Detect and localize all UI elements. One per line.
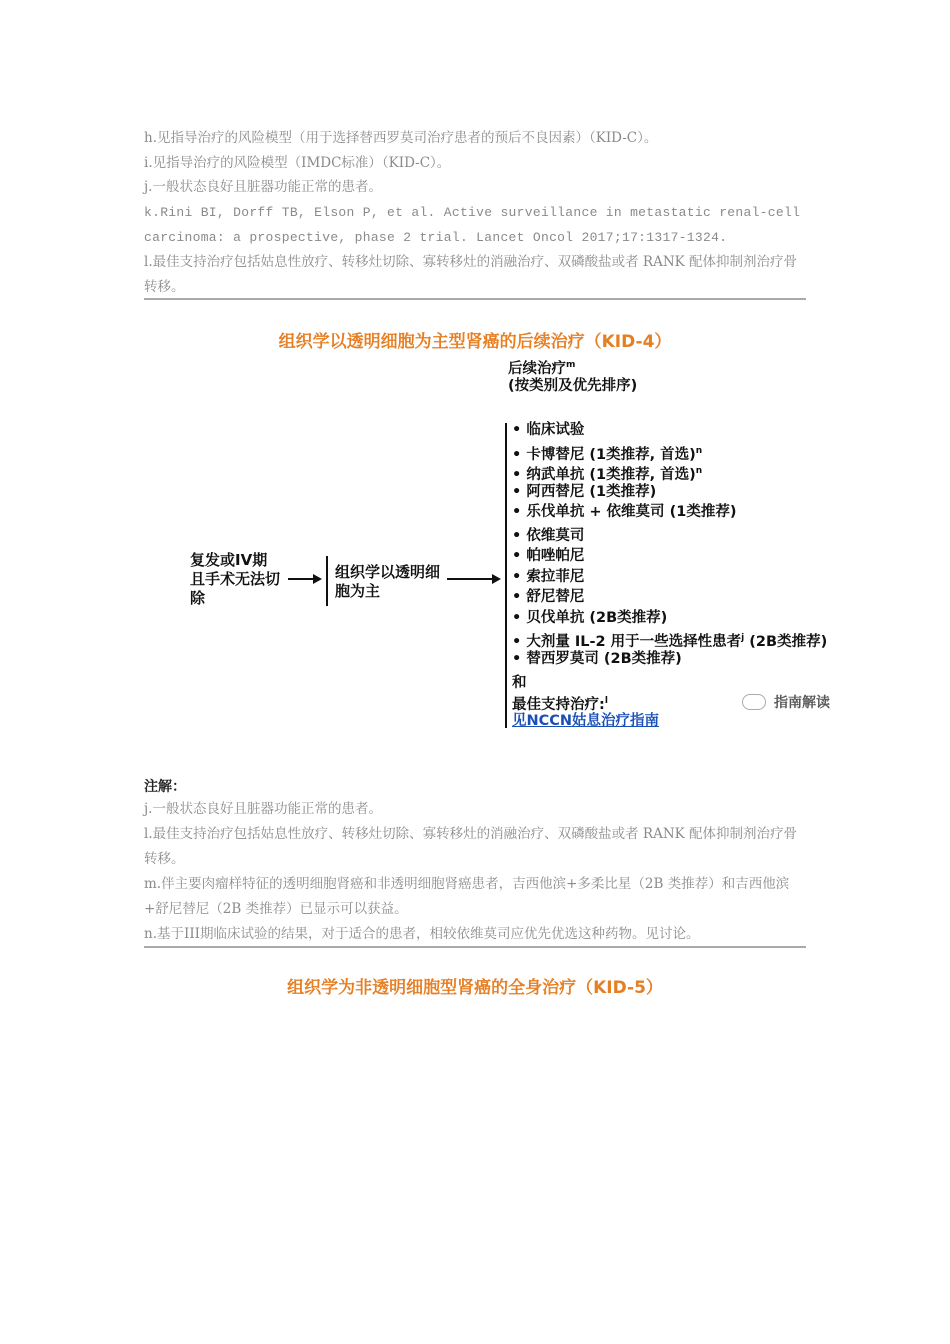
chat-bubble-icon (742, 694, 766, 710)
section-divider (144, 298, 806, 300)
footnote-k: k.Rini BI, Dorff TB, Elson P, et al. Active surveillance in metastatic renal-cell carcinoma: a prospective, phase 2 trial. Lancet Oncol 2017;17:1317-1324. (144, 205, 801, 245)
therapy-option: • 阿西替尼 (1类推荐) (512, 483, 657, 500)
footnote-j: j.一般状态良好且脏器功能正常的患者。 (144, 179, 382, 195)
therapy-option: • 索拉菲尼 (512, 568, 585, 585)
section-title-kid4: 组织学以透明细胞为主型肾癌的后续治疗（KID-4） (278, 332, 672, 352)
subsequent-therapy-header: 后续治疗$^m$ (508, 360, 576, 377)
best-supportive-care: 最佳支持治疗:$^l$ (512, 696, 608, 713)
footnote-l: l.最佳支持治疗包括姑息性放疗、转移灶切除、寡转移灶的消融治疗、双磷酸盐或者 RANK 配体抑制剂治疗骨转移。 (144, 254, 798, 295)
flow-arrow-1 (288, 578, 320, 580)
footnote-h: h.见指导治疗的风险模型（用于选择替西罗莫司治疗患者的预后不良因素）（KID-C）。 (144, 130, 658, 146)
section-title-kid5: 组织学为非透明细胞型肾癌的全身治疗（KID-5） (287, 978, 663, 998)
nccn-palliative-link[interactable]: 见NCCN姑息治疗指南 (512, 713, 660, 729)
flow-box-histology: 组织学以透明细胞为主 (335, 563, 441, 600)
flow-bracket-2 (505, 423, 507, 728)
therapy-option: • 临床试验 (512, 422, 585, 438)
notes-label: 注解： (144, 779, 186, 795)
priority-subheader: (按类别及优先排序) (508, 378, 638, 394)
section-divider-2 (144, 946, 806, 948)
flow-bracket-1 (326, 556, 328, 606)
flow-arrow-2 (447, 578, 499, 580)
therapy-option: • 帕唑帕尼 (512, 548, 585, 564)
flow-box-recurrent: 复发或IV期且手术无法切除 (190, 551, 281, 607)
therapy-option: • 乐伐单抗 + 依维莫司 (1类推荐) (512, 504, 737, 520)
therapy-option: • 纳武单抗 (1类推荐, 首选)$^n$ (512, 466, 703, 483)
therapy-option: • 舒尼替尼 (512, 589, 585, 605)
footnote-l-2: l.最佳支持治疗包括姑息性放疗、转移灶切除、寡转移灶的消融治疗、双磷酸盐或者 RANK 配体抑制剂治疗骨转移。 (144, 826, 798, 867)
footnote-i: i.见指导治疗的风险模型（IMDC标准）（KID-C）。 (144, 155, 451, 171)
therapy-option: • 替西罗莫司 (2B类推荐) (512, 650, 682, 667)
and-label: 和 (512, 675, 527, 691)
therapy-option: • 卡博替尼 (1类推荐, 首选)$^n$ (512, 445, 703, 463)
therapy-option: • 贝伐单抗 (2B类推荐) (512, 609, 668, 626)
therapy-option: • 依维莫司 (512, 527, 585, 544)
footnote-j-2: j.一般状态良好且脏器功能正常的患者。 (144, 801, 382, 817)
therapy-option: • 大剂量 IL-2 用于一些选择性患者$^j$ (2B类推荐) (512, 633, 828, 650)
footnote-n: n.基于III期临床试验的结果，对于适合的患者，相较依维莫司应优先优选这种药物。见讨论。 (144, 926, 700, 942)
footnote-m: m.伴主要肉瘤样特征的透明细胞肾癌和非透明细胞肾癌患者，吉西他滨+多柔比星（2B 类推荐）和吉西他滨+舒尼替尼（2B 类推荐）已显示可以获益。 (144, 876, 790, 917)
therapy-options-list (512, 420, 827, 669)
watermark: 指南解读 (742, 692, 830, 712)
